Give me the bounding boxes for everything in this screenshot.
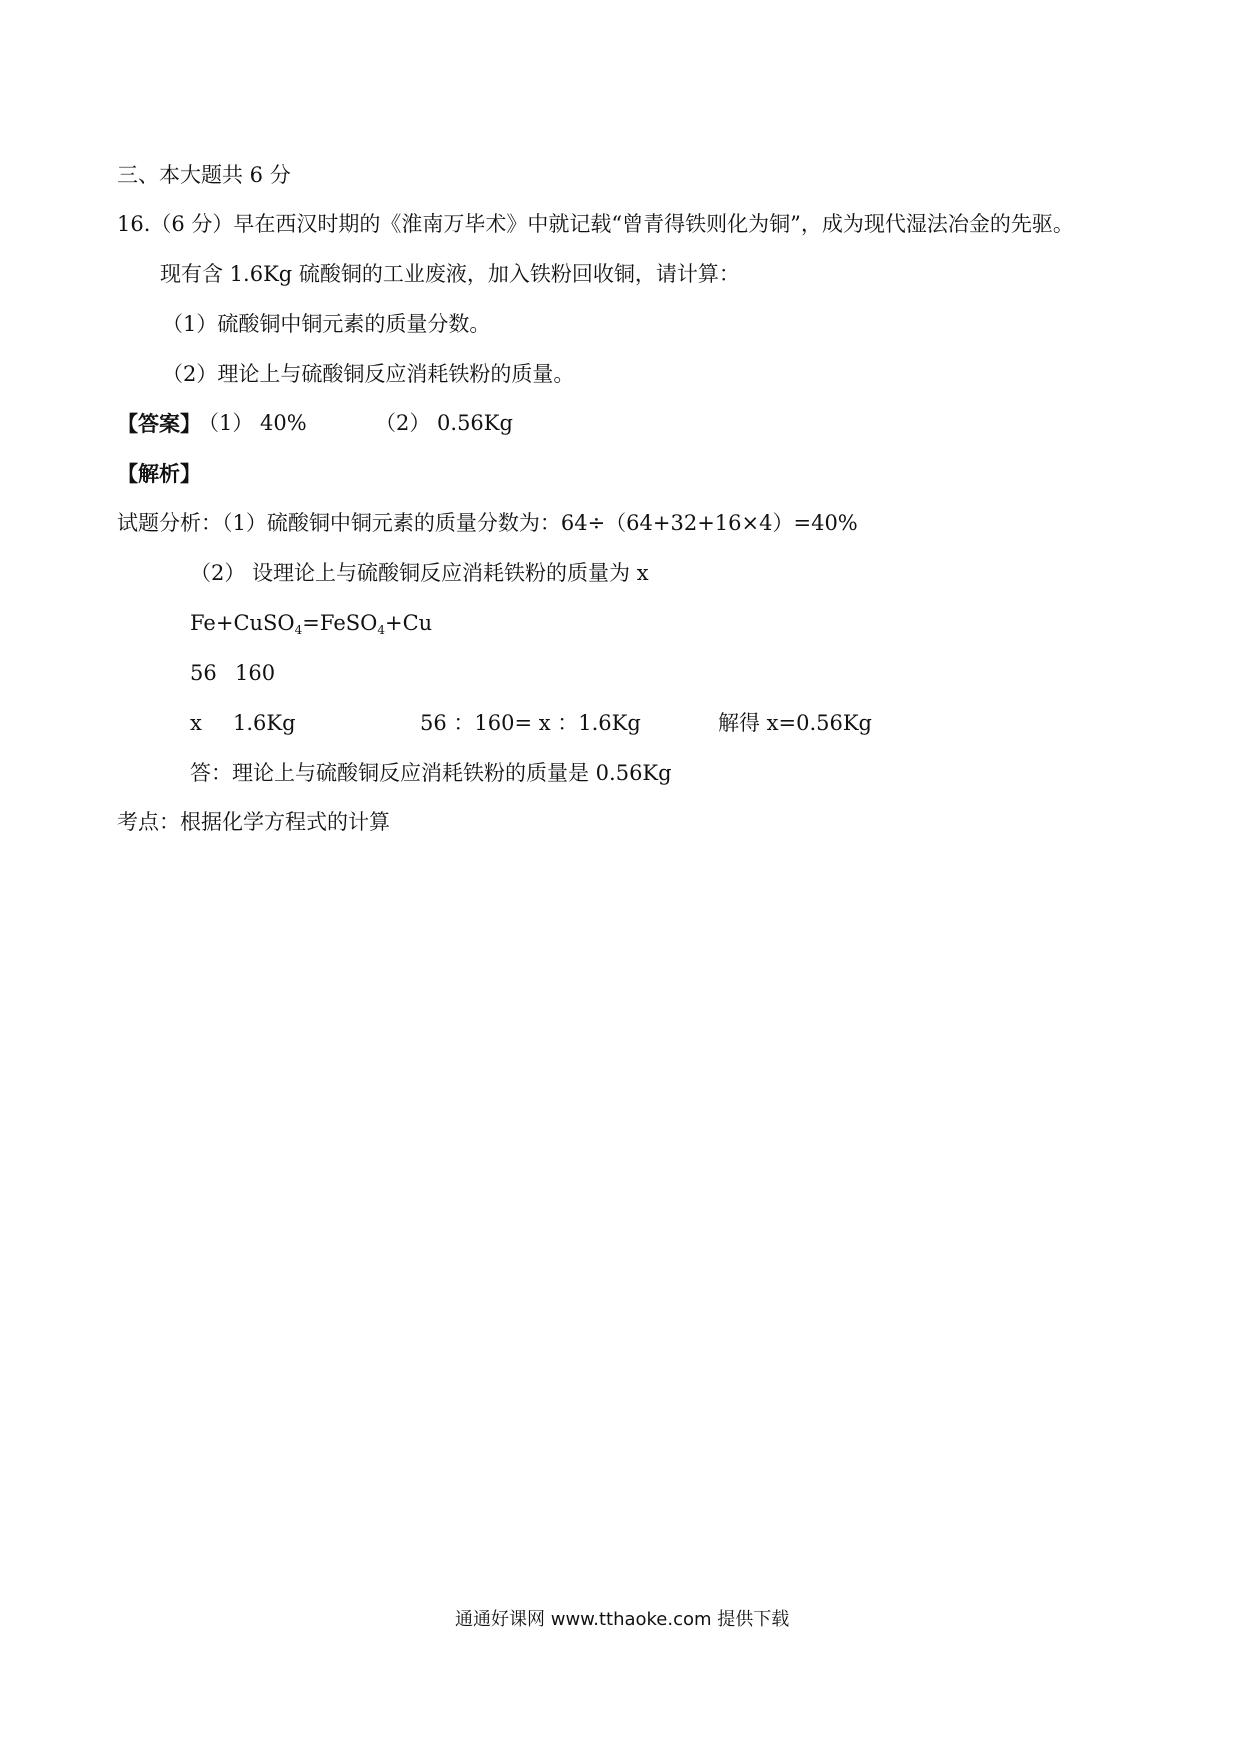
analysis-line-1: 试题分析：（1）硫酸铜中铜元素的质量分数为：64÷（64+32+16×4）=40% bbox=[117, 511, 858, 535]
answer-label: 【答案】 bbox=[117, 411, 201, 436]
answer-part-1: （1） 40% bbox=[198, 411, 307, 435]
footer-text: 通通好课网 www.tthaoke.com 提供下载 bbox=[455, 1609, 790, 1630]
question-line-2: 现有含 1.6Kg 硫酸铜的工业废液，加入铁粉回收铜，请计算： bbox=[160, 262, 740, 286]
solution: 解得 x=0.56Kg bbox=[718, 711, 873, 735]
question-line-1: 16.（6 分）早在西汉时期的《淮南万毕术》中就记载“曾青得铁则化为铜”，成为现代湿法冶金的先驱。 bbox=[117, 212, 1074, 236]
unknown-mass: 1.6Kg bbox=[233, 711, 296, 735]
equation-subscript-2: 4 bbox=[377, 623, 385, 637]
equation-products: =FeSO bbox=[302, 611, 378, 635]
key-point: 考点：根据化学方程式的计算 bbox=[117, 810, 390, 834]
answer-part-2: （2） 0.56Kg bbox=[375, 411, 513, 435]
analysis-line-2: （2） 设理论上与硫酸铜反应消耗铁粉的质量为 x bbox=[190, 561, 649, 585]
chemical-equation bbox=[190, 613, 432, 636]
analysis-conclusion: 答：理论上与硫酸铜反应消耗铁粉的质量是 0.56Kg bbox=[190, 761, 672, 785]
equation-subscript-1: 4 bbox=[294, 623, 303, 637]
equation-reactants: Fe+CuSO bbox=[190, 611, 295, 635]
section-heading: 三、本大题共 6 分 bbox=[117, 163, 291, 187]
question-part-2: （2）理论上与硫酸铜反应消耗铁粉的质量。 bbox=[162, 362, 575, 386]
ratio-expression: 56 ：160= x ：1.6Kg bbox=[420, 711, 641, 735]
mass-fe: 56 bbox=[190, 661, 217, 685]
analysis-label: 【解析】 bbox=[117, 461, 201, 486]
unknown-x: x bbox=[190, 711, 202, 735]
question-part-1: （1）硫酸铜中铜元素的质量分数。 bbox=[162, 312, 491, 336]
mass-cuso4: 160 bbox=[235, 661, 276, 685]
equation-copper: +Cu bbox=[385, 611, 433, 635]
